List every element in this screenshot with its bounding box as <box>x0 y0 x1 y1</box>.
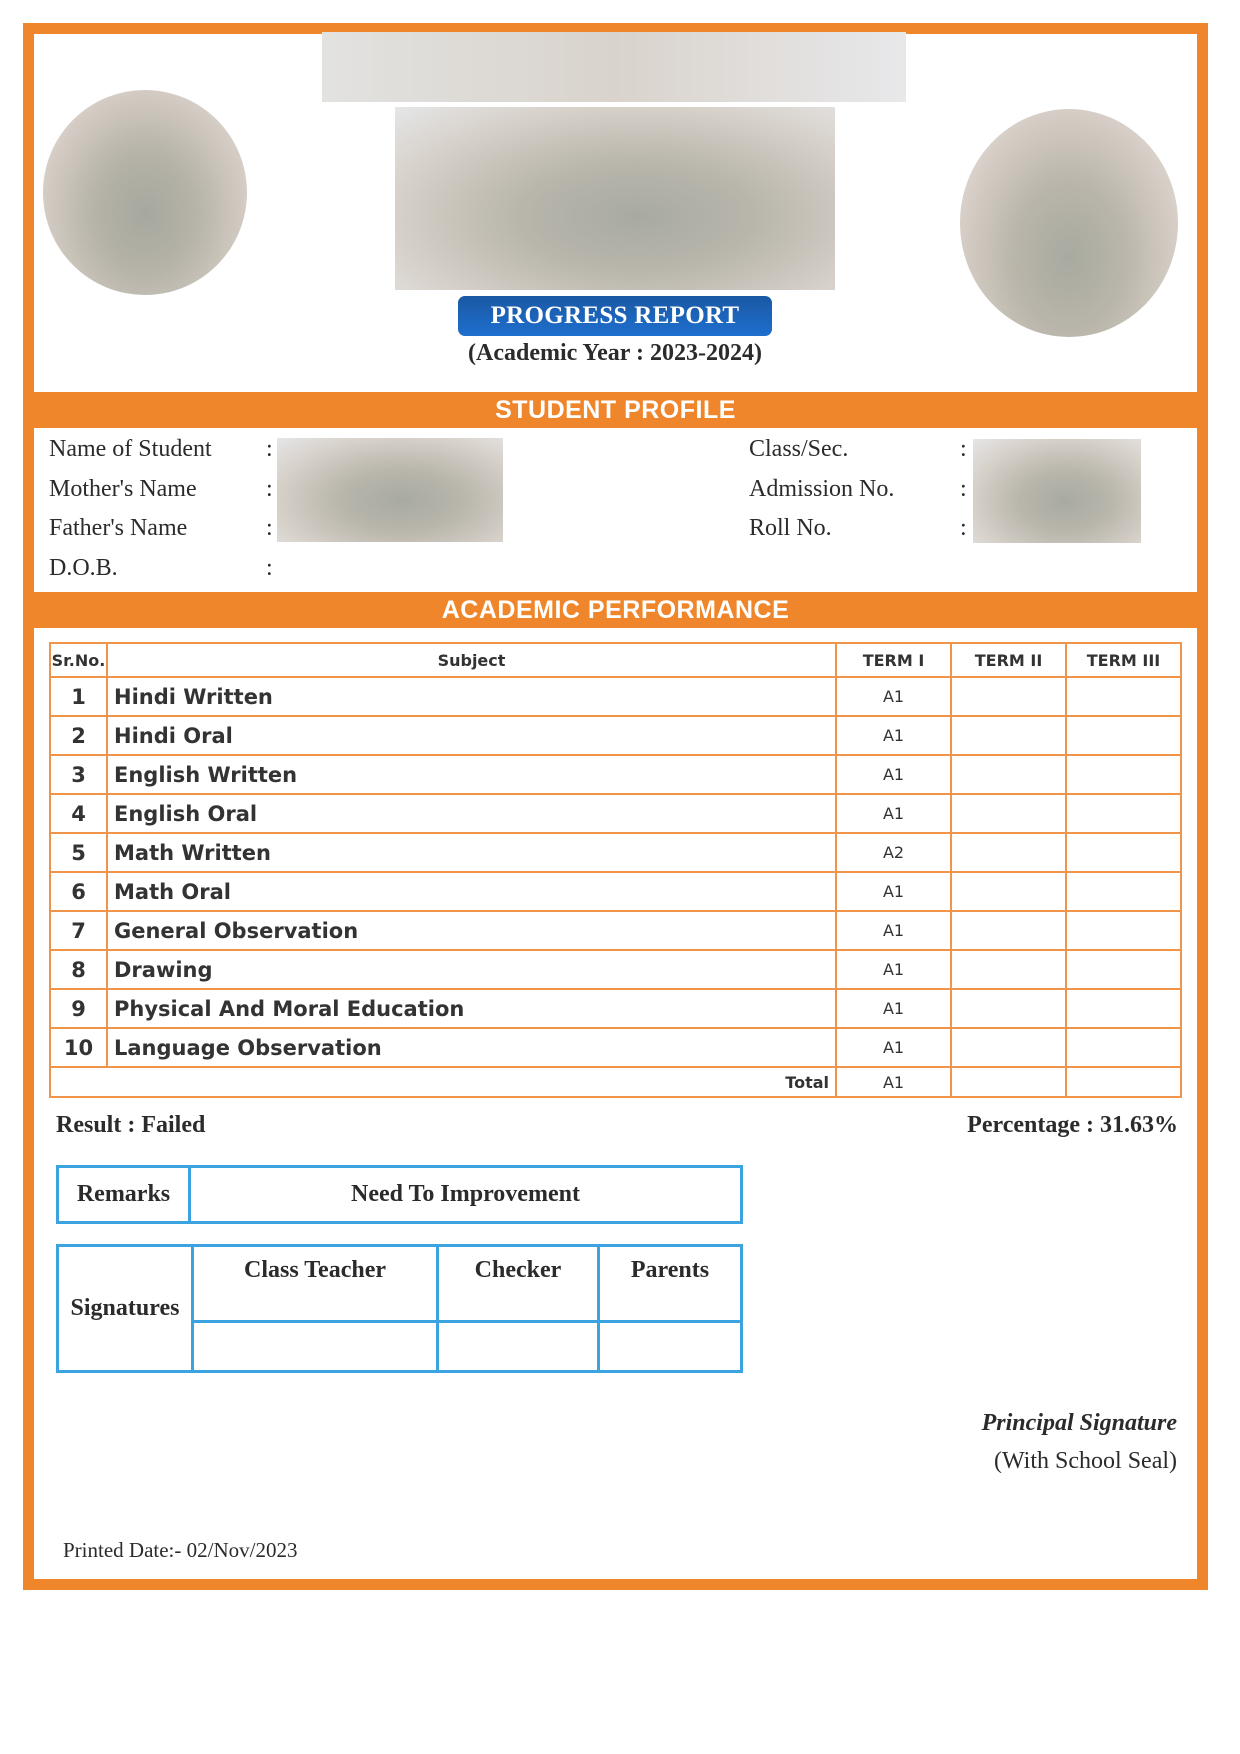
sr-no: 1 <box>50 677 107 716</box>
grade-row <box>50 989 1181 1028</box>
col-sr-no: Sr.No. <box>50 643 107 677</box>
term-1-grade: A1 <box>836 794 951 833</box>
student-photo-redacted <box>43 90 247 295</box>
total-term-2 <box>951 1067 1066 1097</box>
remarks-table <box>56 1165 743 1224</box>
result-status: Result : Failed <box>56 1112 206 1138</box>
term-2-grade <box>951 872 1066 911</box>
percentage: Percentage : 31.63% <box>967 1112 1178 1138</box>
term-2-grade <box>951 677 1066 716</box>
term-2-grade <box>951 755 1066 794</box>
label-fathers-name: Father's Name <box>49 515 188 541</box>
grade-row <box>50 1028 1181 1067</box>
grade-row <box>50 950 1181 989</box>
term-1-grade: A1 <box>836 755 951 794</box>
school-name-banner-redacted <box>322 32 906 102</box>
term-2-grade <box>951 794 1066 833</box>
sr-no: 7 <box>50 911 107 950</box>
colon: : <box>266 476 273 502</box>
sr-no: 9 <box>50 989 107 1028</box>
principal-signature-block <box>982 1404 1177 1480</box>
col-subject: Subject <box>107 643 836 677</box>
colon: : <box>266 555 273 581</box>
label-roll-no: Roll No. <box>749 515 832 541</box>
term-3-grade <box>1066 755 1181 794</box>
sig-col-checker: Checker <box>438 1246 599 1322</box>
term-3-grade <box>1066 989 1181 1028</box>
school-emblem-redacted <box>960 109 1178 337</box>
term-2-grade <box>951 989 1066 1028</box>
term-3-grade <box>1066 833 1181 872</box>
sig-box-checker <box>438 1322 599 1372</box>
sr-no: 3 <box>50 755 107 794</box>
grade-row <box>50 872 1181 911</box>
term-3-grade <box>1066 794 1181 833</box>
sig-col-class-teacher: Class Teacher <box>193 1246 438 1322</box>
label-admission-no: Admission No. <box>749 476 895 502</box>
grade-row <box>50 911 1181 950</box>
grades-table <box>49 642 1182 1098</box>
sr-no: 10 <box>50 1028 107 1067</box>
sig-box-class-teacher <box>193 1322 438 1372</box>
subject-name: Hindi Written <box>107 677 836 716</box>
grade-row <box>50 794 1181 833</box>
term-1-grade: A1 <box>836 716 951 755</box>
grade-row <box>50 677 1181 716</box>
total-label: Total <box>50 1067 836 1097</box>
colon: : <box>960 476 967 502</box>
sr-no: 2 <box>50 716 107 755</box>
subject-name: Math Oral <box>107 872 836 911</box>
remarks-label: Remarks <box>58 1167 190 1223</box>
student-profile-heading: STUDENT PROFILE <box>34 392 1197 428</box>
term-3-grade <box>1066 950 1181 989</box>
signatures-table <box>56 1244 743 1373</box>
term-3-grade <box>1066 1028 1181 1067</box>
term-1-grade: A2 <box>836 833 951 872</box>
label-class-sec: Class/Sec. <box>749 436 849 462</box>
grade-row <box>50 716 1181 755</box>
term-3-grade <box>1066 716 1181 755</box>
term-2-grade <box>951 1028 1066 1067</box>
grades-header-row <box>50 643 1181 677</box>
label-dob: D.O.B. <box>49 555 118 581</box>
term-2-grade <box>951 833 1066 872</box>
academic-performance-heading: ACADEMIC PERFORMANCE <box>34 592 1197 628</box>
sr-no: 6 <box>50 872 107 911</box>
col-term-1: TERM I <box>836 643 951 677</box>
class-admission-roll-redacted <box>973 439 1141 543</box>
academic-year: (Academic Year : 2023-2024) <box>468 340 762 366</box>
label-name-of-student: Name of Student <box>49 436 212 462</box>
term-3-grade <box>1066 872 1181 911</box>
principal-signature-subtitle: (With School Seal) <box>994 1448 1177 1474</box>
total-row <box>50 1067 1181 1097</box>
school-logo-redacted <box>395 107 835 290</box>
subject-name: Hindi Oral <box>107 716 836 755</box>
subject-name: Language Observation <box>107 1028 836 1067</box>
student-names-redacted <box>277 438 503 542</box>
col-term-2: TERM II <box>951 643 1066 677</box>
signatures-label: Signatures <box>58 1246 193 1372</box>
subject-name: English Oral <box>107 794 836 833</box>
term-1-grade: A1 <box>836 872 951 911</box>
term-3-grade <box>1066 911 1181 950</box>
grade-row <box>50 833 1181 872</box>
colon: : <box>960 436 967 462</box>
sr-no: 8 <box>50 950 107 989</box>
colon: : <box>960 515 967 541</box>
term-2-grade <box>951 716 1066 755</box>
term-2-grade <box>951 911 1066 950</box>
sr-no: 4 <box>50 794 107 833</box>
label-mothers-name: Mother's Name <box>49 476 197 502</box>
total-term-3 <box>1066 1067 1181 1097</box>
sig-box-parents <box>599 1322 742 1372</box>
term-1-grade: A1 <box>836 677 951 716</box>
subject-name: English Written <box>107 755 836 794</box>
subject-name: Physical And Moral Education <box>107 989 836 1028</box>
sig-col-parents: Parents <box>599 1246 742 1322</box>
colon: : <box>266 436 273 462</box>
colon: : <box>266 515 273 541</box>
col-term-3: TERM III <box>1066 643 1181 677</box>
term-3-grade <box>1066 677 1181 716</box>
term-2-grade <box>951 950 1066 989</box>
subject-name: General Observation <box>107 911 836 950</box>
term-1-grade: A1 <box>836 989 951 1028</box>
report-title: PROGRESS REPORT <box>458 296 772 336</box>
subject-name: Drawing <box>107 950 836 989</box>
principal-signature-title: Principal Signature <box>981 1410 1177 1436</box>
subject-name: Math Written <box>107 833 836 872</box>
term-1-grade: A1 <box>836 911 951 950</box>
total-term-1: A1 <box>836 1067 951 1097</box>
grade-row <box>50 755 1181 794</box>
sr-no: 5 <box>50 833 107 872</box>
term-1-grade: A1 <box>836 1028 951 1067</box>
remarks-value: Need To Improvement <box>190 1167 742 1223</box>
printed-date: Printed Date:- 02/Nov/2023 <box>63 1538 298 1562</box>
term-1-grade: A1 <box>836 950 951 989</box>
